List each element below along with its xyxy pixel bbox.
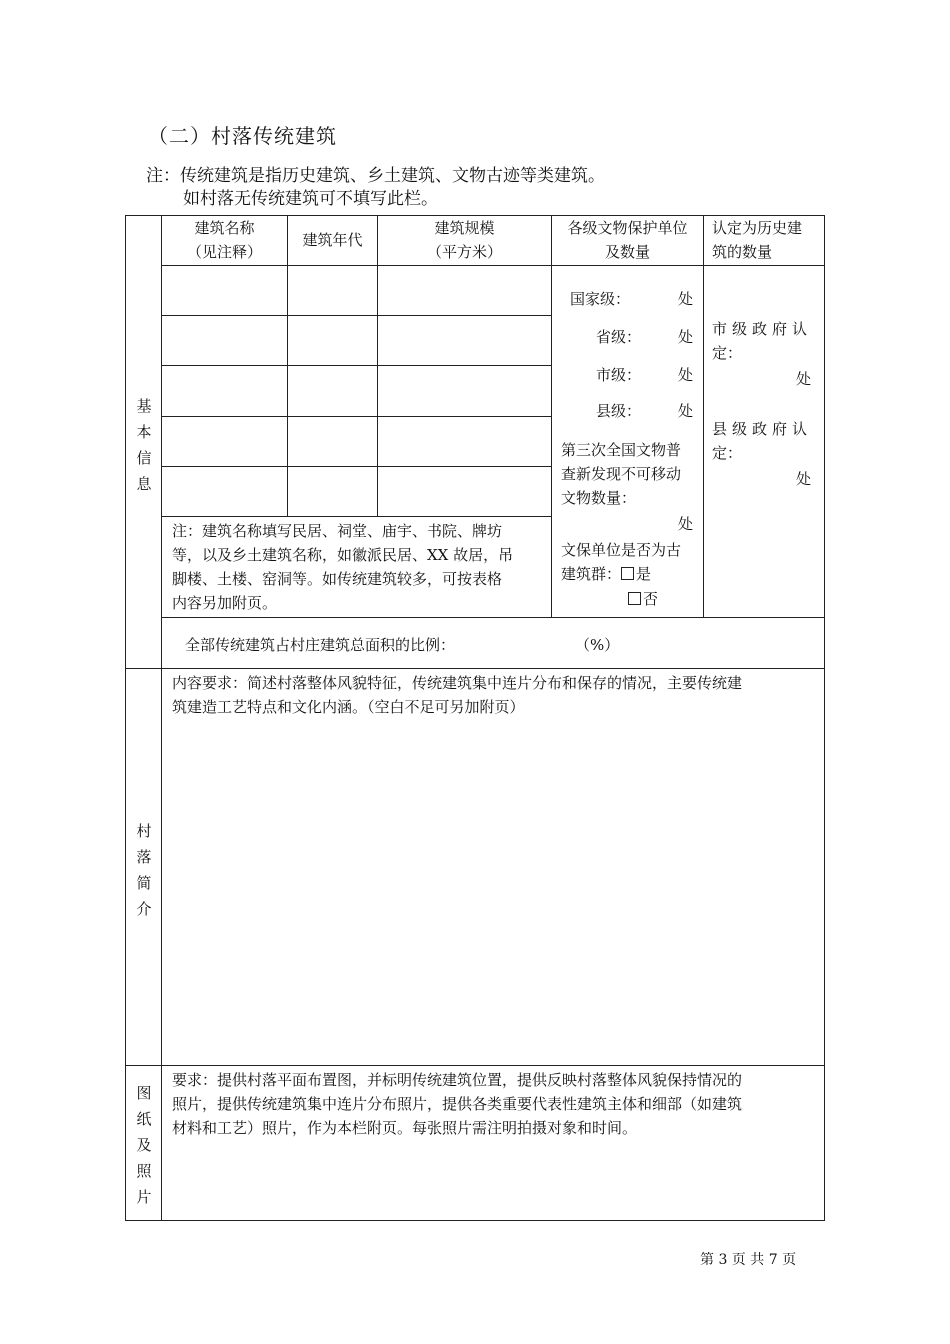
building-age-input[interactable] (288, 366, 377, 416)
third-survey-label: 第三次全国文物普 查新发现不可移动 文物数量： (561, 441, 682, 507)
building-scale-input[interactable] (378, 266, 551, 315)
header-historic-count: 认定为历史建 筑的数量 (712, 219, 803, 261)
page-number: 第 3 页 共 7 页 (700, 1252, 797, 1268)
building-name-input[interactable] (162, 316, 287, 365)
header-building-age: 建筑年代 (302, 231, 363, 249)
ratio-input[interactable] (480, 626, 570, 662)
ratio-unit: （%） (575, 636, 620, 654)
building-scale-input[interactable] (378, 366, 551, 416)
no-option (628, 587, 658, 611)
heritage-group-question: 文保单位是否为古 建筑群： 是 (561, 541, 682, 583)
building-name-input[interactable] (162, 266, 287, 315)
col-divider (703, 215, 704, 617)
village-intro-label: 村 落 简 介 (136, 822, 152, 918)
ratio-label: 全部传统建筑占村庄建筑总面积的比例： (185, 636, 456, 654)
village-intro-textarea[interactable] (162, 720, 824, 1064)
national-level-unit: 处 (678, 290, 694, 308)
table-right-border (824, 215, 825, 1221)
row-divider (161, 516, 551, 517)
header-protection-units: 各级文物保护单位 及数量 (567, 219, 688, 261)
building-scale-input[interactable] (378, 467, 551, 516)
no-checkbox[interactable] (628, 592, 641, 605)
photos-attachment-area[interactable] (162, 1145, 824, 1219)
city-level-unit: 处 (678, 366, 694, 384)
building-age-input[interactable] (288, 266, 377, 315)
drawings-photos-label: 图 纸 及 照 片 (136, 1084, 152, 1206)
building-age-input[interactable] (288, 467, 377, 516)
ratio-top-divider (161, 617, 825, 618)
header-building-scale: 建筑规模 （平方米） (426, 219, 502, 261)
national-level-label: 国家级： (570, 290, 631, 308)
col-divider (551, 215, 552, 617)
basic-info-label: 基 本 信 息 (136, 397, 152, 493)
city-gov-certified-label: 市级政府认 定： (712, 320, 813, 362)
photos-top-divider (125, 1065, 825, 1066)
photo-requirement: 要求：提供村落平面布置图，并标明传统建筑位置，提供反映村落整体风貌保持情况的 照片，提供传统建筑集中连片分布照片，提供各类重要代表性建筑主体和细部（如建筑 材料和工艺）照片，作为本栏附页。每张照片需注明拍摄对象和时间。 (172, 1071, 743, 1137)
city-level-label: 市级： (596, 366, 642, 384)
county-gov-certified-label: 县级政府认 定： (712, 420, 813, 462)
city-gov-unit: 处 (796, 370, 812, 388)
building-name-input[interactable] (162, 366, 287, 416)
provincial-level-label: 省级： (596, 328, 642, 346)
county-level-unit: 处 (678, 402, 694, 420)
header-building-name: 建筑名称 （见注释） (186, 219, 262, 261)
building-name-input[interactable] (162, 467, 287, 516)
provincial-level-unit: 处 (678, 328, 694, 346)
table-left-border (125, 215, 126, 1221)
county-level-label: 县级： (596, 402, 642, 420)
no-option-label: 否 (643, 590, 659, 608)
third-survey-unit: 处 (678, 515, 694, 533)
building-name-note: 注：建筑名称填写民居、祠堂、庙宇、书院、牌坊 等，以及乡土建筑名称，如徽派民居、XX 故居，吊 脚楼、土楼、窑洞等。如传统建筑较多，可按表格 内容另加附页。 (172, 522, 514, 612)
table-bottom-border (125, 1220, 825, 1221)
building-scale-input[interactable] (378, 417, 551, 466)
building-scale-input[interactable] (378, 316, 551, 365)
section-title: （二）村落传统建筑 (148, 124, 337, 148)
county-gov-unit: 处 (796, 470, 812, 488)
note-line-1: 注：传统建筑是指历史建筑、乡土建筑、文物古迹等类建筑。 (146, 166, 605, 186)
yes-checkbox[interactable] (621, 567, 634, 580)
note-line-2: 如村落无传统建筑可不填写此栏。 (183, 189, 438, 209)
intro-requirement: 内容要求：简述村落整体风貌特征，传统建筑集中连片分布和保存的情况，主要传统建 筑建造工艺特点和文化内涵。（空白不足可另加附页） (172, 674, 743, 716)
yes-option-label: 是 (636, 565, 652, 583)
building-name-input[interactable] (162, 417, 287, 466)
building-age-input[interactable] (288, 417, 377, 466)
building-age-input[interactable] (288, 316, 377, 365)
intro-top-divider (125, 668, 825, 669)
